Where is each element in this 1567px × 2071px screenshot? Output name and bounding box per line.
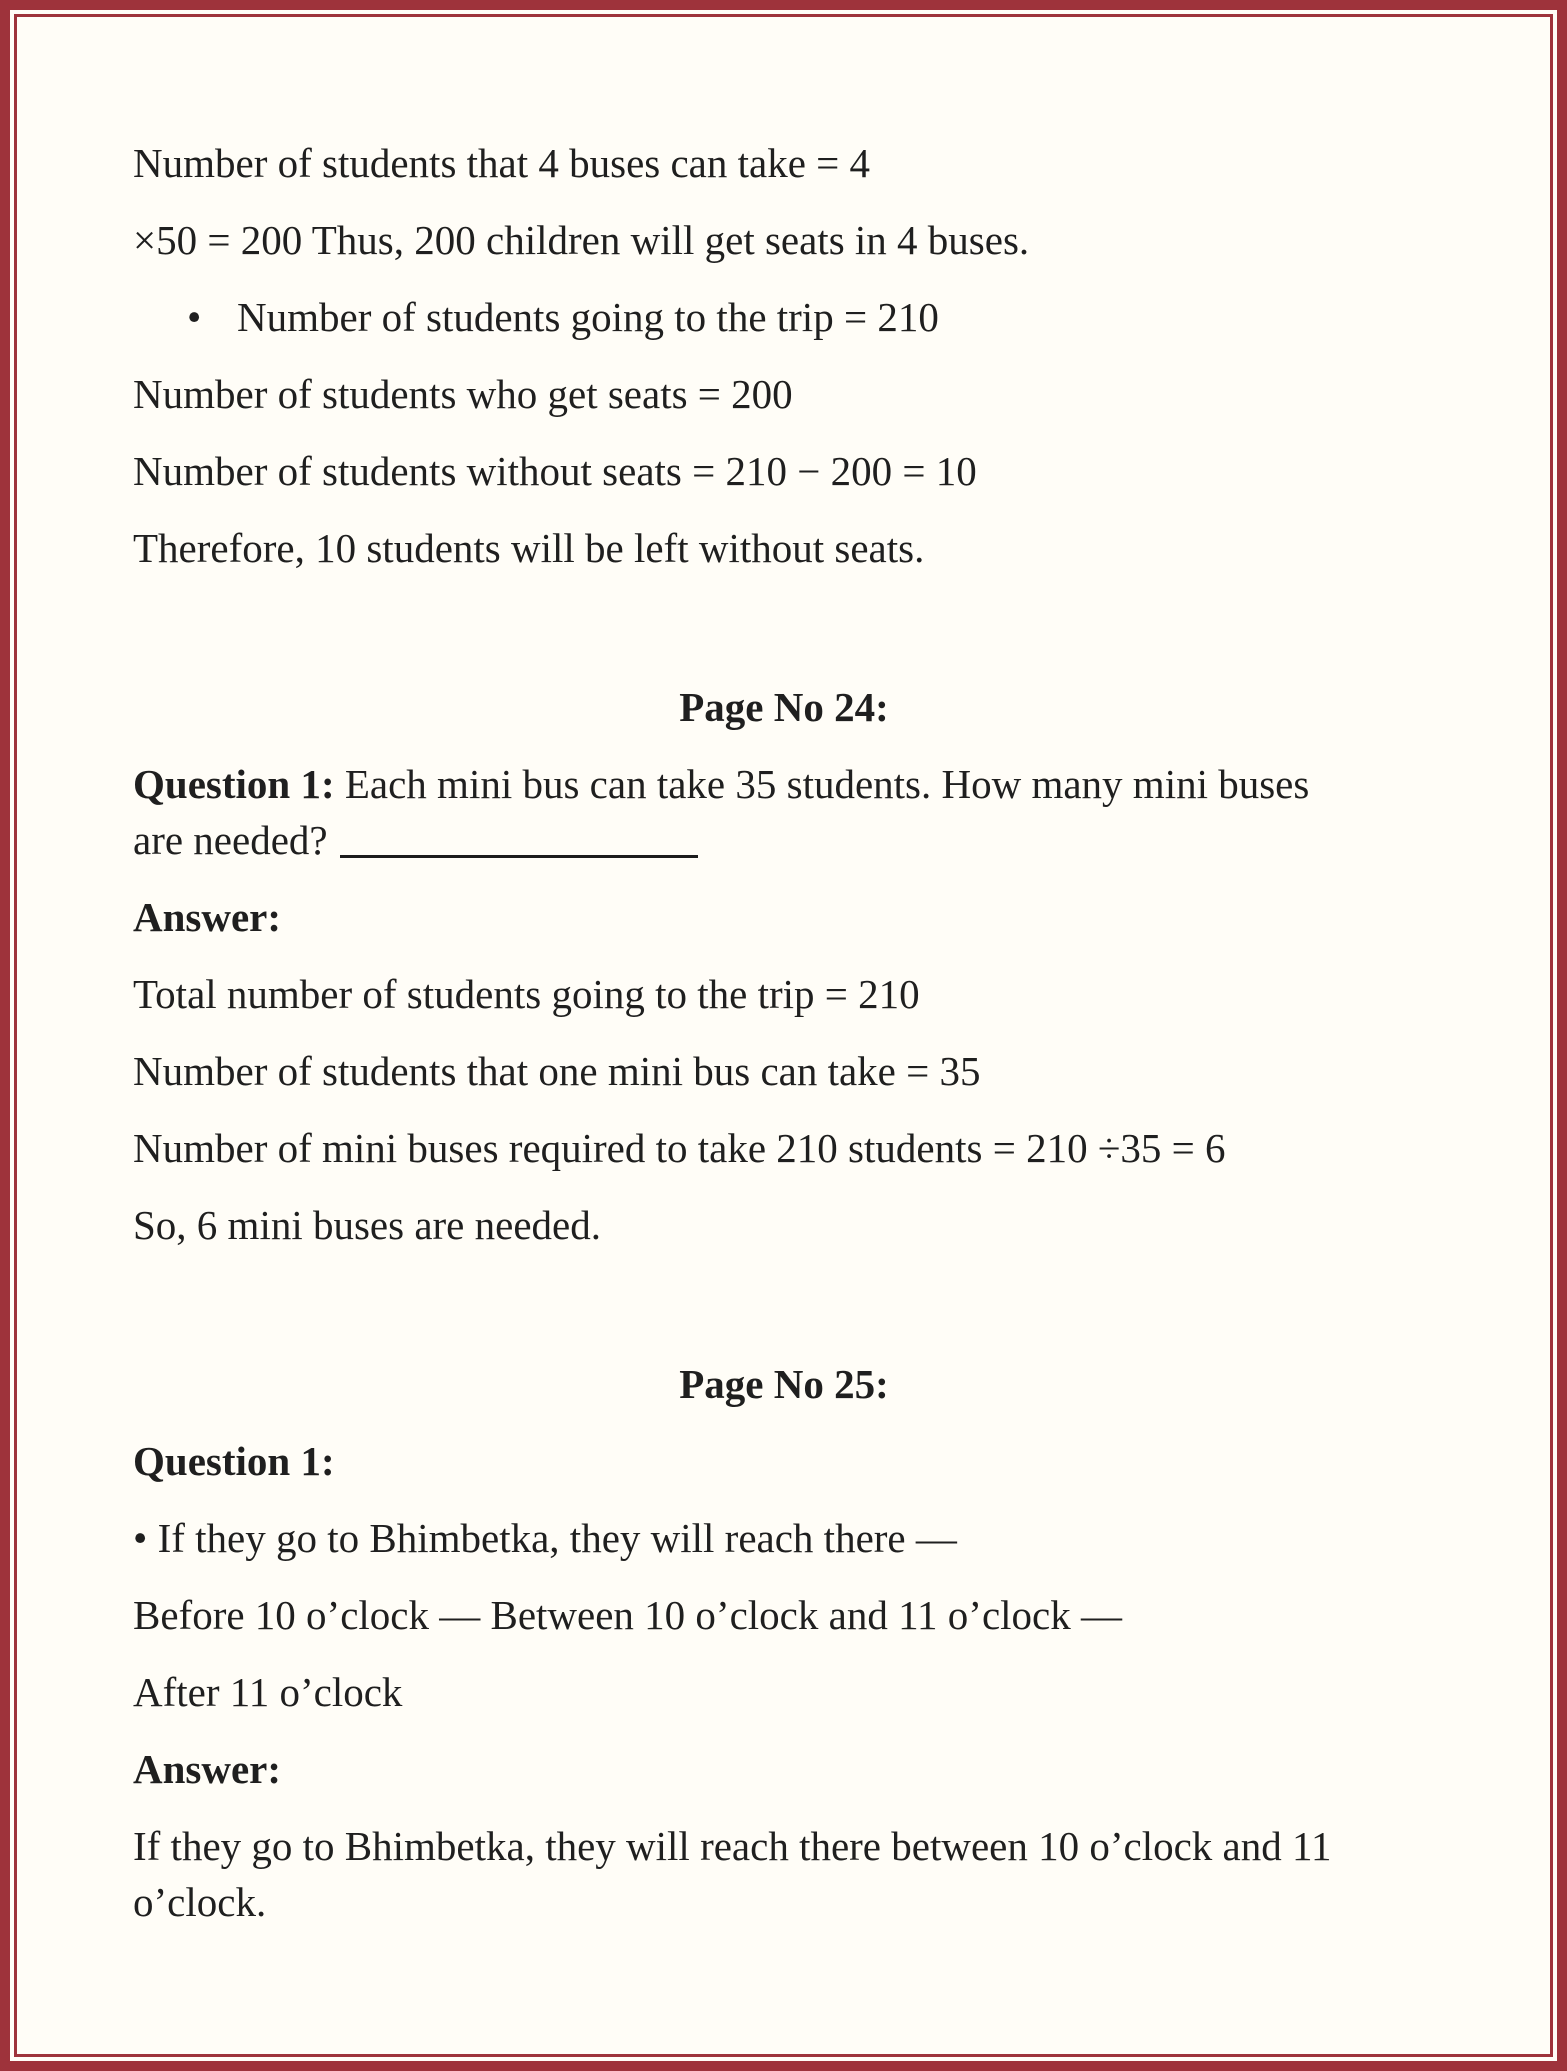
answer-line: Total number of students going to the trip = 210 [133, 971, 920, 1017]
answer-label-row [133, 1741, 1435, 1797]
answer-line: Number of students that one mini bus can take = 35 [133, 1048, 981, 1094]
final-answer-line2: o’clock. [133, 1879, 267, 1925]
bullet-item-text: Number of students going to the trip = 210 [237, 294, 939, 340]
solution-line: Number of students that 4 buses can take = 4 [133, 140, 871, 186]
solution-line: ×50 = 200 Thus, 200 children will get seats in 4 buses. [133, 217, 1030, 263]
final-answer [133, 1818, 1435, 1930]
question-label: Question 1: [133, 761, 335, 807]
bullet-marker-icon: • [187, 294, 202, 340]
solution-line: Number of students without seats = 210 − 200 = 10 [133, 448, 977, 494]
answer-label-row [133, 889, 1435, 945]
question-label: Question 1: [133, 1438, 335, 1484]
question-text-line2: are needed? [133, 817, 328, 863]
answer-blank-underline [340, 845, 698, 858]
final-answer-line1: If they go to Bhimbetka, they will reach there between 10 o’clock and 11 [133, 1823, 1332, 1869]
document-body [133, 135, 1435, 1930]
page-heading-25: Page No 25: [679, 1361, 889, 1407]
answer-line: Number of mini buses required to take 210 students = 210 ÷35 = 6 [133, 1125, 1226, 1171]
page-inner-border [14, 14, 1553, 2057]
answer-line: So, 6 mini buses are needed. [133, 1202, 601, 1248]
question-bullet-line: • If they go to Bhimbetka, they will reach there — [133, 1515, 957, 1561]
question-1-page25 [133, 1433, 1435, 1489]
solution-line: Therefore, 10 students will be left without seats. [133, 525, 925, 571]
question-text-line1: Each mini bus can take 35 students. How many mini buses [344, 761, 1310, 807]
question-1-page24 [133, 756, 1435, 868]
options-line-2: After 11 o’clock [133, 1669, 403, 1715]
options-line: Before 10 o’clock — Between 10 o’clock and 11 o’clock — [133, 1592, 1122, 1638]
page-heading-24: Page No 24: [679, 684, 889, 730]
bullet-list-item [133, 289, 1435, 345]
solution-line: Number of students who get seats = 200 [133, 371, 793, 417]
answer-label: Answer: [133, 1746, 282, 1792]
answer-label: Answer: [133, 894, 282, 940]
